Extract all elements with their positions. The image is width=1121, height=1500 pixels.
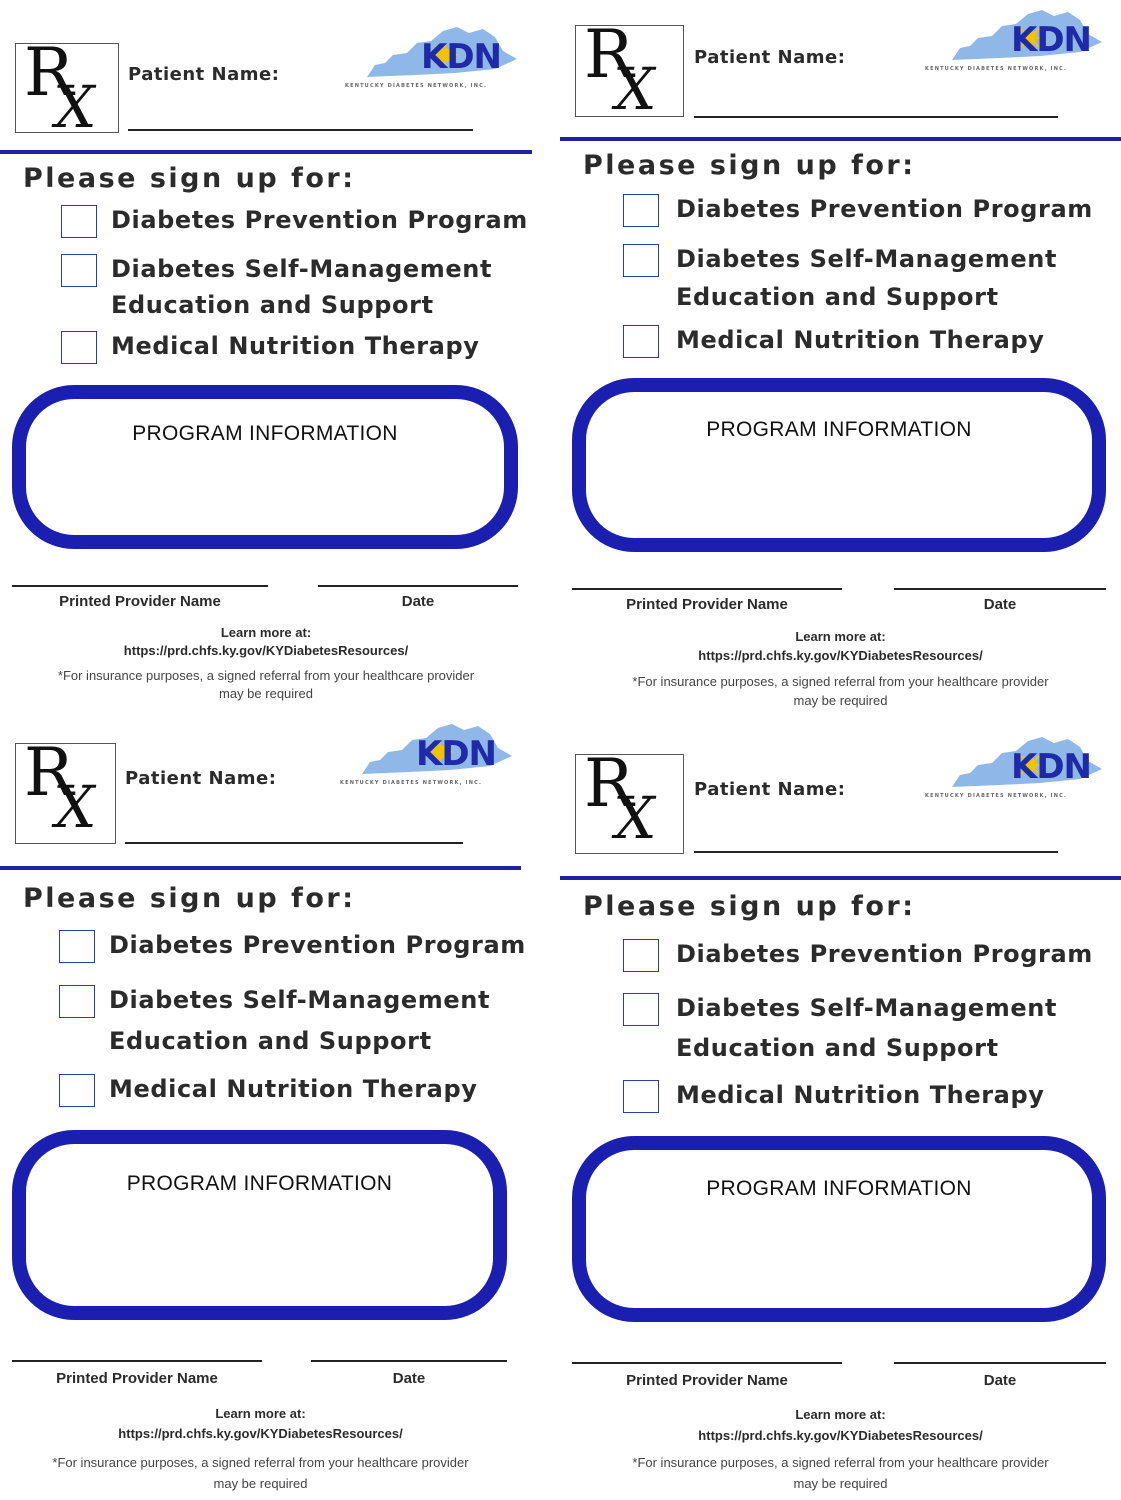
provider-name-label: Printed Provider Name	[626, 596, 788, 613]
rx-letter-r: R	[24, 34, 74, 111]
signup-heading: Please sign up for:	[23, 163, 356, 194]
provider-name-label: Printed Provider Name	[56, 1370, 218, 1387]
patient-name-label: Patient Name:	[694, 779, 846, 800]
resources-link[interactable]: https://prd.chfs.ky.gov/KYDiabetesResources/	[118, 1426, 403, 1441]
rx-letter-x: X	[49, 773, 101, 841]
option-label: Medical Nutrition Therapy	[676, 326, 1045, 354]
option-label: Diabetes Prevention Program	[111, 206, 528, 234]
program-info-title: PROGRAM INFORMATION	[706, 1177, 972, 1200]
insurance-note-line-2: may be required	[219, 686, 313, 701]
patient-name-label: Patient Name:	[125, 768, 277, 789]
program-info-title: PROGRAM INFORMATION	[706, 418, 972, 441]
learn-more-label: Learn more at:	[795, 1407, 886, 1422]
option-label-line-2: Education and Support	[676, 283, 999, 311]
header-divider	[560, 876, 1121, 880]
logo-tagline: KENTUCKY DIABETES NETWORK, INC.	[345, 83, 488, 89]
learn-more-label: Learn more at:	[220, 625, 312, 640]
insurance-note-line-2: may be required	[213, 1476, 308, 1491]
patient-name-field[interactable]	[694, 851, 1058, 853]
rx-letter-x: X	[49, 73, 101, 141]
date-label: Date	[983, 1372, 1017, 1389]
option-label-line-2: Education and Support	[676, 1034, 999, 1062]
logo-text: KDN	[420, 37, 501, 77]
provider-name-label: Printed Provider Name	[59, 593, 221, 610]
checkbox-icon[interactable]	[623, 1080, 659, 1113]
logo-text: KDN	[1010, 747, 1091, 787]
provider-name-field[interactable]	[572, 1362, 842, 1364]
kdn-logo	[925, 735, 1115, 799]
resources-link[interactable]: https://prd.chfs.ky.gov/KYDiabetesResources/	[123, 643, 409, 658]
program-info-box[interactable]	[572, 1136, 1106, 1322]
logo-tagline: KENTUCKY DIABETES NETWORK, INC.	[925, 66, 1068, 72]
option-label: Diabetes Prevention Program	[676, 195, 1093, 223]
rx-letter-x: X	[609, 784, 661, 852]
signup-heading: Please sign up for:	[23, 883, 356, 914]
logo-tagline: KENTUCKY DIABETES NETWORK, INC.	[340, 780, 483, 786]
option-label: Diabetes Self-Management	[676, 245, 1058, 273]
logo-text: KDN	[415, 734, 496, 774]
rx-letter-x: X	[609, 55, 661, 123]
insurance-note-line-2: may be required	[793, 693, 888, 708]
option-label: Diabetes Prevention Program	[676, 940, 1093, 968]
date-label: Date	[392, 1370, 426, 1387]
logo-text: KDN	[1010, 20, 1091, 60]
insurance-note: *For insurance purposes, a signed referral from your healthcare provider	[632, 1455, 1049, 1470]
learn-more-label: Learn more at:	[215, 1406, 306, 1421]
option-label: Diabetes Prevention Program	[109, 931, 526, 959]
rx-letter-r: R	[24, 734, 74, 811]
signup-heading: Please sign up for:	[583, 891, 916, 922]
rx-letter-r: R	[584, 16, 634, 93]
checkbox-icon[interactable]	[623, 939, 659, 972]
patient-name-label: Patient Name:	[128, 64, 280, 85]
date-field[interactable]	[894, 1362, 1106, 1364]
option-label: Medical Nutrition Therapy	[111, 332, 480, 360]
rx-letter-r: R	[584, 745, 634, 822]
program-info-title: PROGRAM INFORMATION	[126, 1172, 393, 1195]
program-info-title: PROGRAM INFORMATION	[132, 422, 398, 445]
signup-heading: Please sign up for:	[583, 150, 916, 181]
option-label: Medical Nutrition Therapy	[676, 1081, 1045, 1109]
insurance-note: *For insurance purposes, a signed referral from your healthcare provider	[52, 1455, 469, 1470]
resources-link[interactable]: https://prd.chfs.ky.gov/KYDiabetesResources/	[698, 1428, 983, 1443]
option-label-line-2: Education and Support	[111, 291, 434, 319]
rx-symbol-icon	[575, 745, 684, 854]
learn-more-label: Learn more at:	[795, 629, 886, 644]
resources-link[interactable]: https://prd.chfs.ky.gov/KYDiabetesResources/	[698, 648, 983, 663]
provider-name-label: Printed Provider Name	[626, 1372, 788, 1389]
logo-tagline: KENTUCKY DIABETES NETWORK, INC.	[925, 793, 1068, 799]
patient-name-label: Patient Name:	[694, 47, 846, 68]
option-label: Diabetes Self-Management	[111, 255, 493, 283]
insurance-note: *For insurance purposes, a signed referral from your healthcare provider	[57, 668, 475, 683]
date-label: Date	[983, 596, 1017, 613]
option-label: Diabetes Self-Management	[109, 986, 491, 1014]
insurance-note: *For insurance purposes, a signed referral from your healthcare provider	[632, 674, 1049, 689]
option-label-line-2: Education and Support	[109, 1027, 432, 1055]
option-label: Diabetes Self-Management	[676, 994, 1058, 1022]
checkbox-icon[interactable]	[623, 993, 659, 1026]
insurance-note-line-2: may be required	[793, 1476, 888, 1491]
date-label: Date	[401, 593, 435, 610]
option-label: Medical Nutrition Therapy	[109, 1075, 478, 1103]
